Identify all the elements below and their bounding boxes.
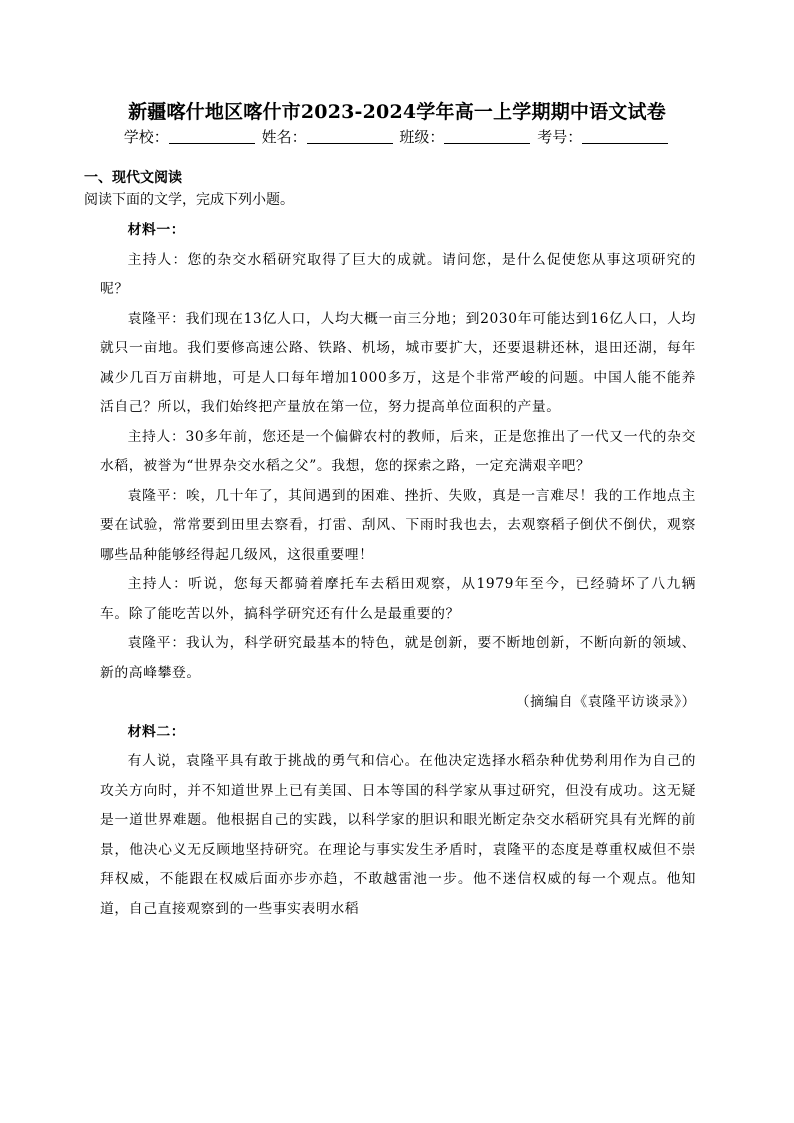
- class-field[interactable]: [399, 126, 532, 147]
- exam-number-field[interactable]: [537, 126, 670, 147]
- student-info-line: [0, 126, 794, 147]
- class-label: 班级：: [399, 128, 445, 146]
- paragraph: 主持人：您的杂交水稻研究取得了巨大的成就。请问您，是什么促使您从事这项研究的呢？: [100, 251, 696, 297]
- class-blank[interactable]: [444, 129, 530, 144]
- paragraph: 袁隆平：唉，几十年了，其间遇到的困难、挫折、失败，真是一言难尽！我的工作地点主要在试验，常常要到田里去察看，打雷、刮风、下雨时我也去，去观察稻子倒伏不倒伏，观察哪些品种能够经得起几级风，这很重要哩！: [100, 487, 696, 563]
- source-citation: （摘编自《袁隆平访谈录》）: [515, 694, 696, 710]
- exam-number-label: 考号：: [537, 128, 583, 146]
- material-1-label: 材料一：: [127, 222, 186, 238]
- name-label: 姓名：: [261, 128, 307, 146]
- section-heading: 一、现代文阅读: [84, 170, 182, 186]
- paragraph: 有人说，袁隆平具有敢于挑战的勇气和信心。在他决定选择水稻杂种优势利用作为自己的攻关方向时，并不知道世界上已有美国、日本等国的科学家从事过研究，但没有成功。这无疑是一道世界难题。他根据自己的实践，以科学家的胆识和眼光断定杂交水稻研究具有光辉的前景，他决心义无反顾地坚持研究。在理论与事实发生矛盾时，袁隆平的态度是尊重权威但不崇拜权威，不能跟在权威后面亦步亦趋，不敢越雷池一步。他不迷信权威的每一个观点。他知道，自己直接观察到的一些事实表明水稻: [100, 753, 696, 917]
- name-blank[interactable]: [307, 129, 393, 144]
- exam-number-blank[interactable]: [582, 129, 668, 144]
- name-field[interactable]: [262, 126, 395, 147]
- paragraph: 袁隆平：我认为，科学研究最基本的特色，就是创新，要不断地创新，不断向新的领域、新的高峰攀登。: [100, 635, 696, 681]
- school-blank[interactable]: [169, 129, 255, 144]
- document-title: 新疆喀什地区喀什市2023-2024学年高一上学期期中语文试卷: [128, 101, 666, 123]
- material-2-label: 材料二：: [127, 723, 186, 740]
- paragraph: 袁隆平：我们现在13亿人口，人均大概一亩三分地；到2030年可能达到16亿人口，人均就只一亩地。我们要修高速公路、铁路、机场，城市要扩大，还要退耕还林，退田还湖，每年减少几百万亩耕地，可是人口每年增加1000多万，这是个非常严峻的问题。中国人能不能养活自己？所以，我们始终把产量放在第一位，努力提高单位面积的产量。: [100, 310, 696, 415]
- school-label: 学校：: [123, 128, 169, 146]
- reading-passage: [100, 216, 696, 924]
- reading-instruction: 阅读下面的文学，完成下列小题。: [84, 192, 294, 208]
- school-field[interactable]: [124, 126, 257, 147]
- paragraph: 主持人：听说，您每天都骑着摩托车去稻田观察，从1979年至今，已经骑坏了八九辆车。除了能吃苦以外，搞科学研究还有什么是最重要的？: [100, 576, 696, 622]
- paragraph: 主持人：30多年前，您还是一个偏僻农村的教师，后来，正是您推出了一代又一代的杂交水稻，被誉为“世界杂交水稻之父”。我想，您的探索之路，一定充满艰辛吧？: [100, 428, 696, 474]
